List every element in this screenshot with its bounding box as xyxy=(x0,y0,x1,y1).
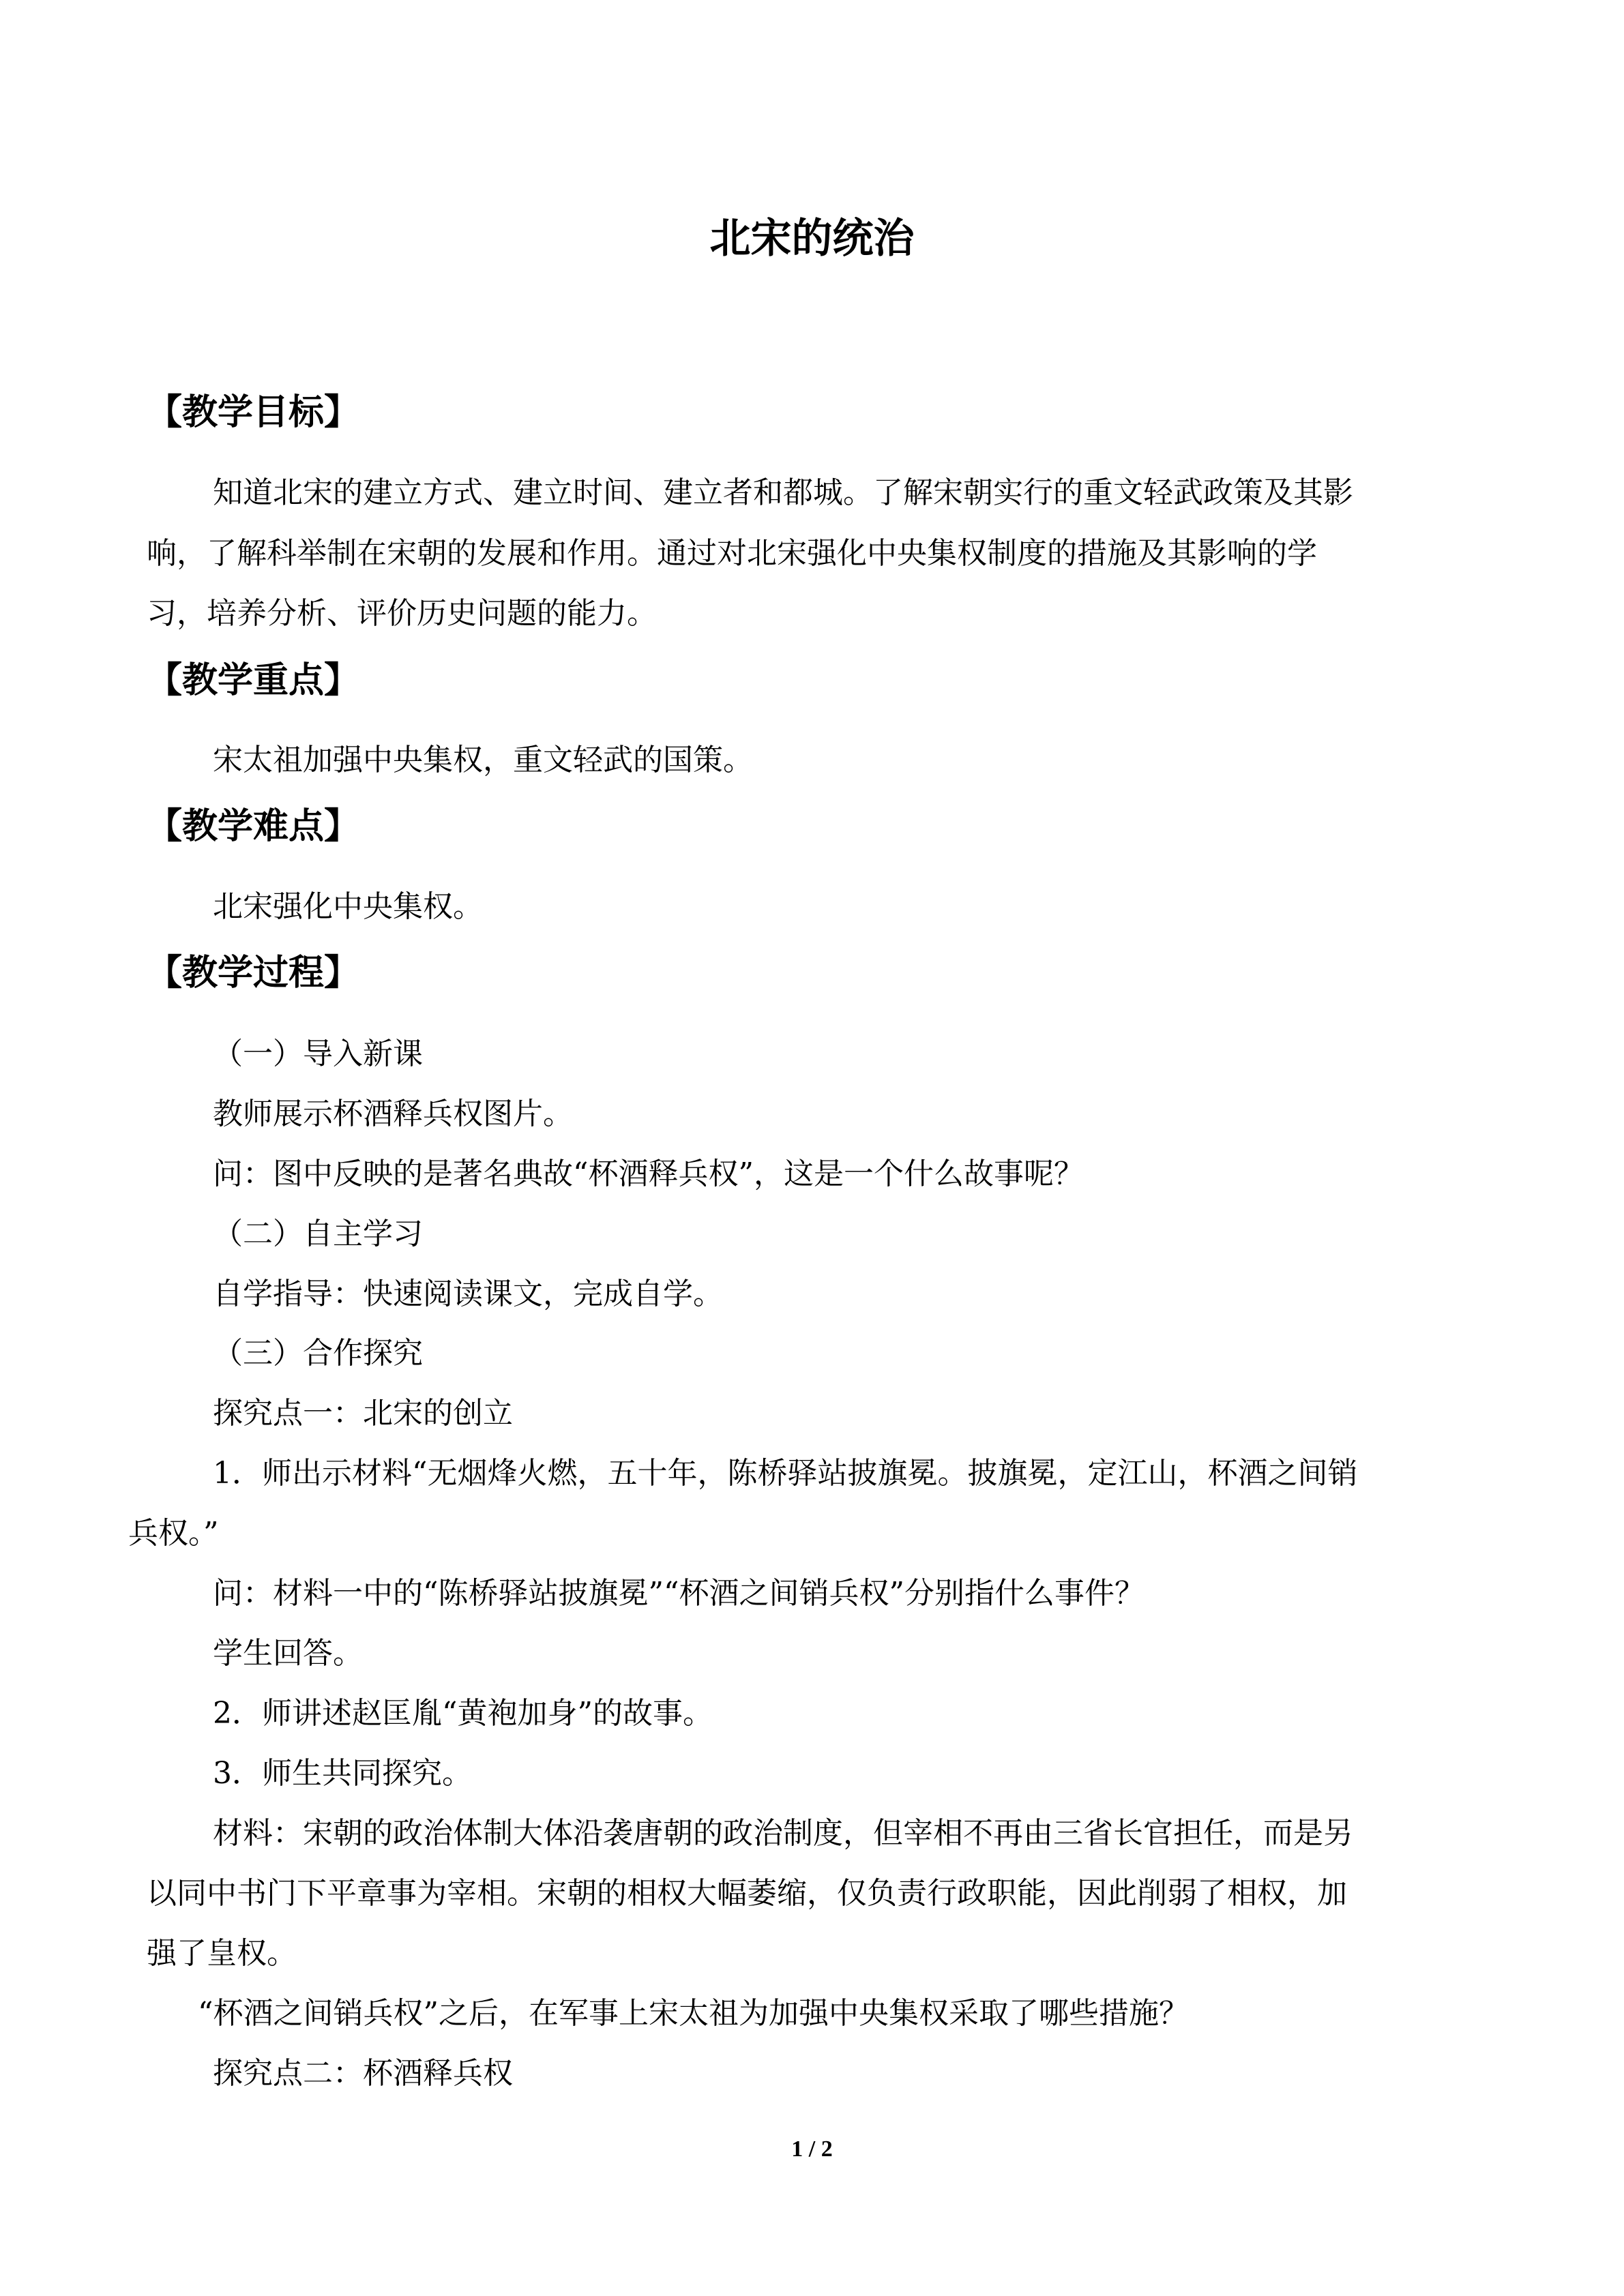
difficulties-text: 北宋强化中央集权。 xyxy=(213,889,483,924)
page-number: 1 / 2 xyxy=(791,2136,833,2162)
process-line-13: 3．师生共同探究。 xyxy=(213,1756,472,1791)
process-line-7: 探究点一：北宋的创立 xyxy=(213,1396,513,1431)
page-title: 北宋的统治 xyxy=(709,215,915,263)
process-line-16: 强了皇权。 xyxy=(147,1936,297,1971)
process-line-17: “杯酒之间销兵权”之后，在军事上宋太祖为加强中央集权采取了哪些措施？ xyxy=(198,1996,1189,2031)
goals-line-3: 习，培养分析、评价历史问题的能力。 xyxy=(147,596,657,631)
process-line-14: 材料：宋朝的政治体制大体沿袭唐朝的政治制度，但宰相不再由三省长官担任，而是另 xyxy=(213,1816,1353,1851)
goals-line-2: 响，了解科举制在宋朝的发展和作用。通过对北宋强化中央集权制度的措施及其影响的学 xyxy=(147,536,1317,571)
process-line-1: （一）导入新课 xyxy=(213,1037,423,1071)
heading-key-points: 【教学重点】 xyxy=(147,660,360,701)
process-line-8: 1．师出示材料“无烟烽火燃，五十年，陈桥驿站披旗冕。披旗冕，定江山，杯酒之间销 xyxy=(213,1456,1358,1491)
process-line-12: 2．师讲述赵匡胤“黄袍加身”的故事。 xyxy=(213,1696,713,1731)
key-points-text: 宋太祖加强中央集权，重文轻武的国策。 xyxy=(213,743,753,777)
process-line-5: 自学指导：快速阅读课文，完成自学。 xyxy=(213,1277,723,1311)
process-line-2: 教师展示杯酒释兵权图片。 xyxy=(213,1097,573,1131)
heading-process: 【教学过程】 xyxy=(147,953,360,994)
process-line-15: 以同中书门下平章事为宰相。宋朝的相权大幅萎缩，仅负责行政职能，因此削弱了相权，加 xyxy=(147,1876,1347,1911)
process-line-3: 问：图中反映的是著名典故“杯酒释兵权”，这是一个什么故事呢？ xyxy=(213,1157,1084,1191)
heading-goals: 【教学目标】 xyxy=(147,392,360,433)
heading-difficulties: 【教学难点】 xyxy=(147,806,360,847)
process-line-6: （三）合作探究 xyxy=(213,1336,423,1371)
process-line-4: （二）自主学习 xyxy=(213,1217,423,1251)
process-line-18: 探究点二：杯酒释兵权 xyxy=(213,2056,513,2091)
goals-line-1: 知道北宋的建立方式、建立时间、建立者和都城。了解宋朝实行的重文轻武政策及其影 xyxy=(213,475,1353,510)
process-line-10: 问：材料一中的“陈桥驿站披旗冕”“杯酒之间销兵权”分别指什么事件？ xyxy=(213,1576,1145,1611)
process-line-11: 学生回答。 xyxy=(213,1636,363,1671)
process-line-9: 兵权。” xyxy=(128,1516,219,1551)
